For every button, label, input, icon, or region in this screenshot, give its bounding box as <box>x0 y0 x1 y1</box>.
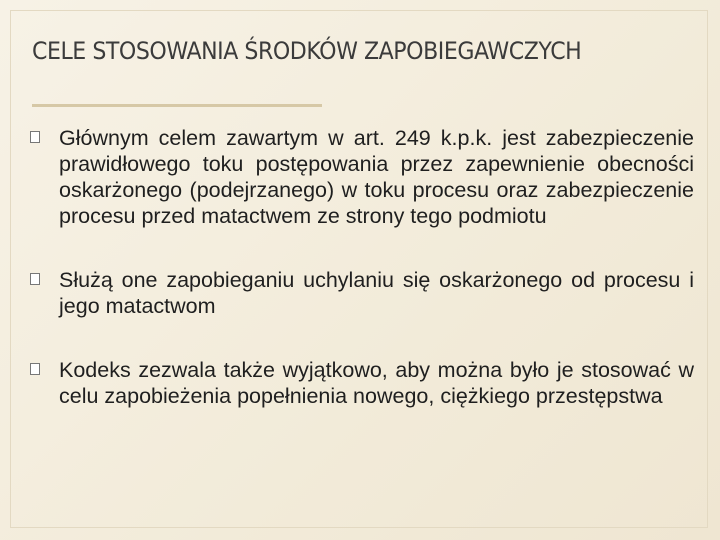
bullet-text: Głównym celem zawartym w art. 249 k.p.k. jest zabezpieczenie prawidłowego toku postępowania przez zapewnienie obecności oskarżonego (podejrzanego) w toku procesu oraz zabezpieczenie procesu przed matactwem ze strony tego podmiotu <box>59 126 694 228</box>
bullet-list <box>30 125 694 447</box>
bullet-item <box>30 125 694 229</box>
bullet-item <box>30 267 694 319</box>
title-underline <box>32 104 322 107</box>
square-bullet-icon <box>30 131 40 143</box>
bullet-text: Służą one zapobieganiu uchylaniu się oskarżonego od procesu i jego matactwom <box>59 268 694 318</box>
bullet-item <box>30 357 694 409</box>
square-bullet-icon <box>30 363 40 375</box>
square-bullet-icon <box>30 273 40 285</box>
slide-title: CELE STOSOWANIA ŚRODKÓW ZAPOBIEGAWCZYCH <box>32 37 582 65</box>
bullet-text: Kodeks zezwala także wyjątkowo, aby można było je stosować w celu zapobieżenia popełnienia nowego, ciężkiego przestępstwa <box>59 358 694 408</box>
